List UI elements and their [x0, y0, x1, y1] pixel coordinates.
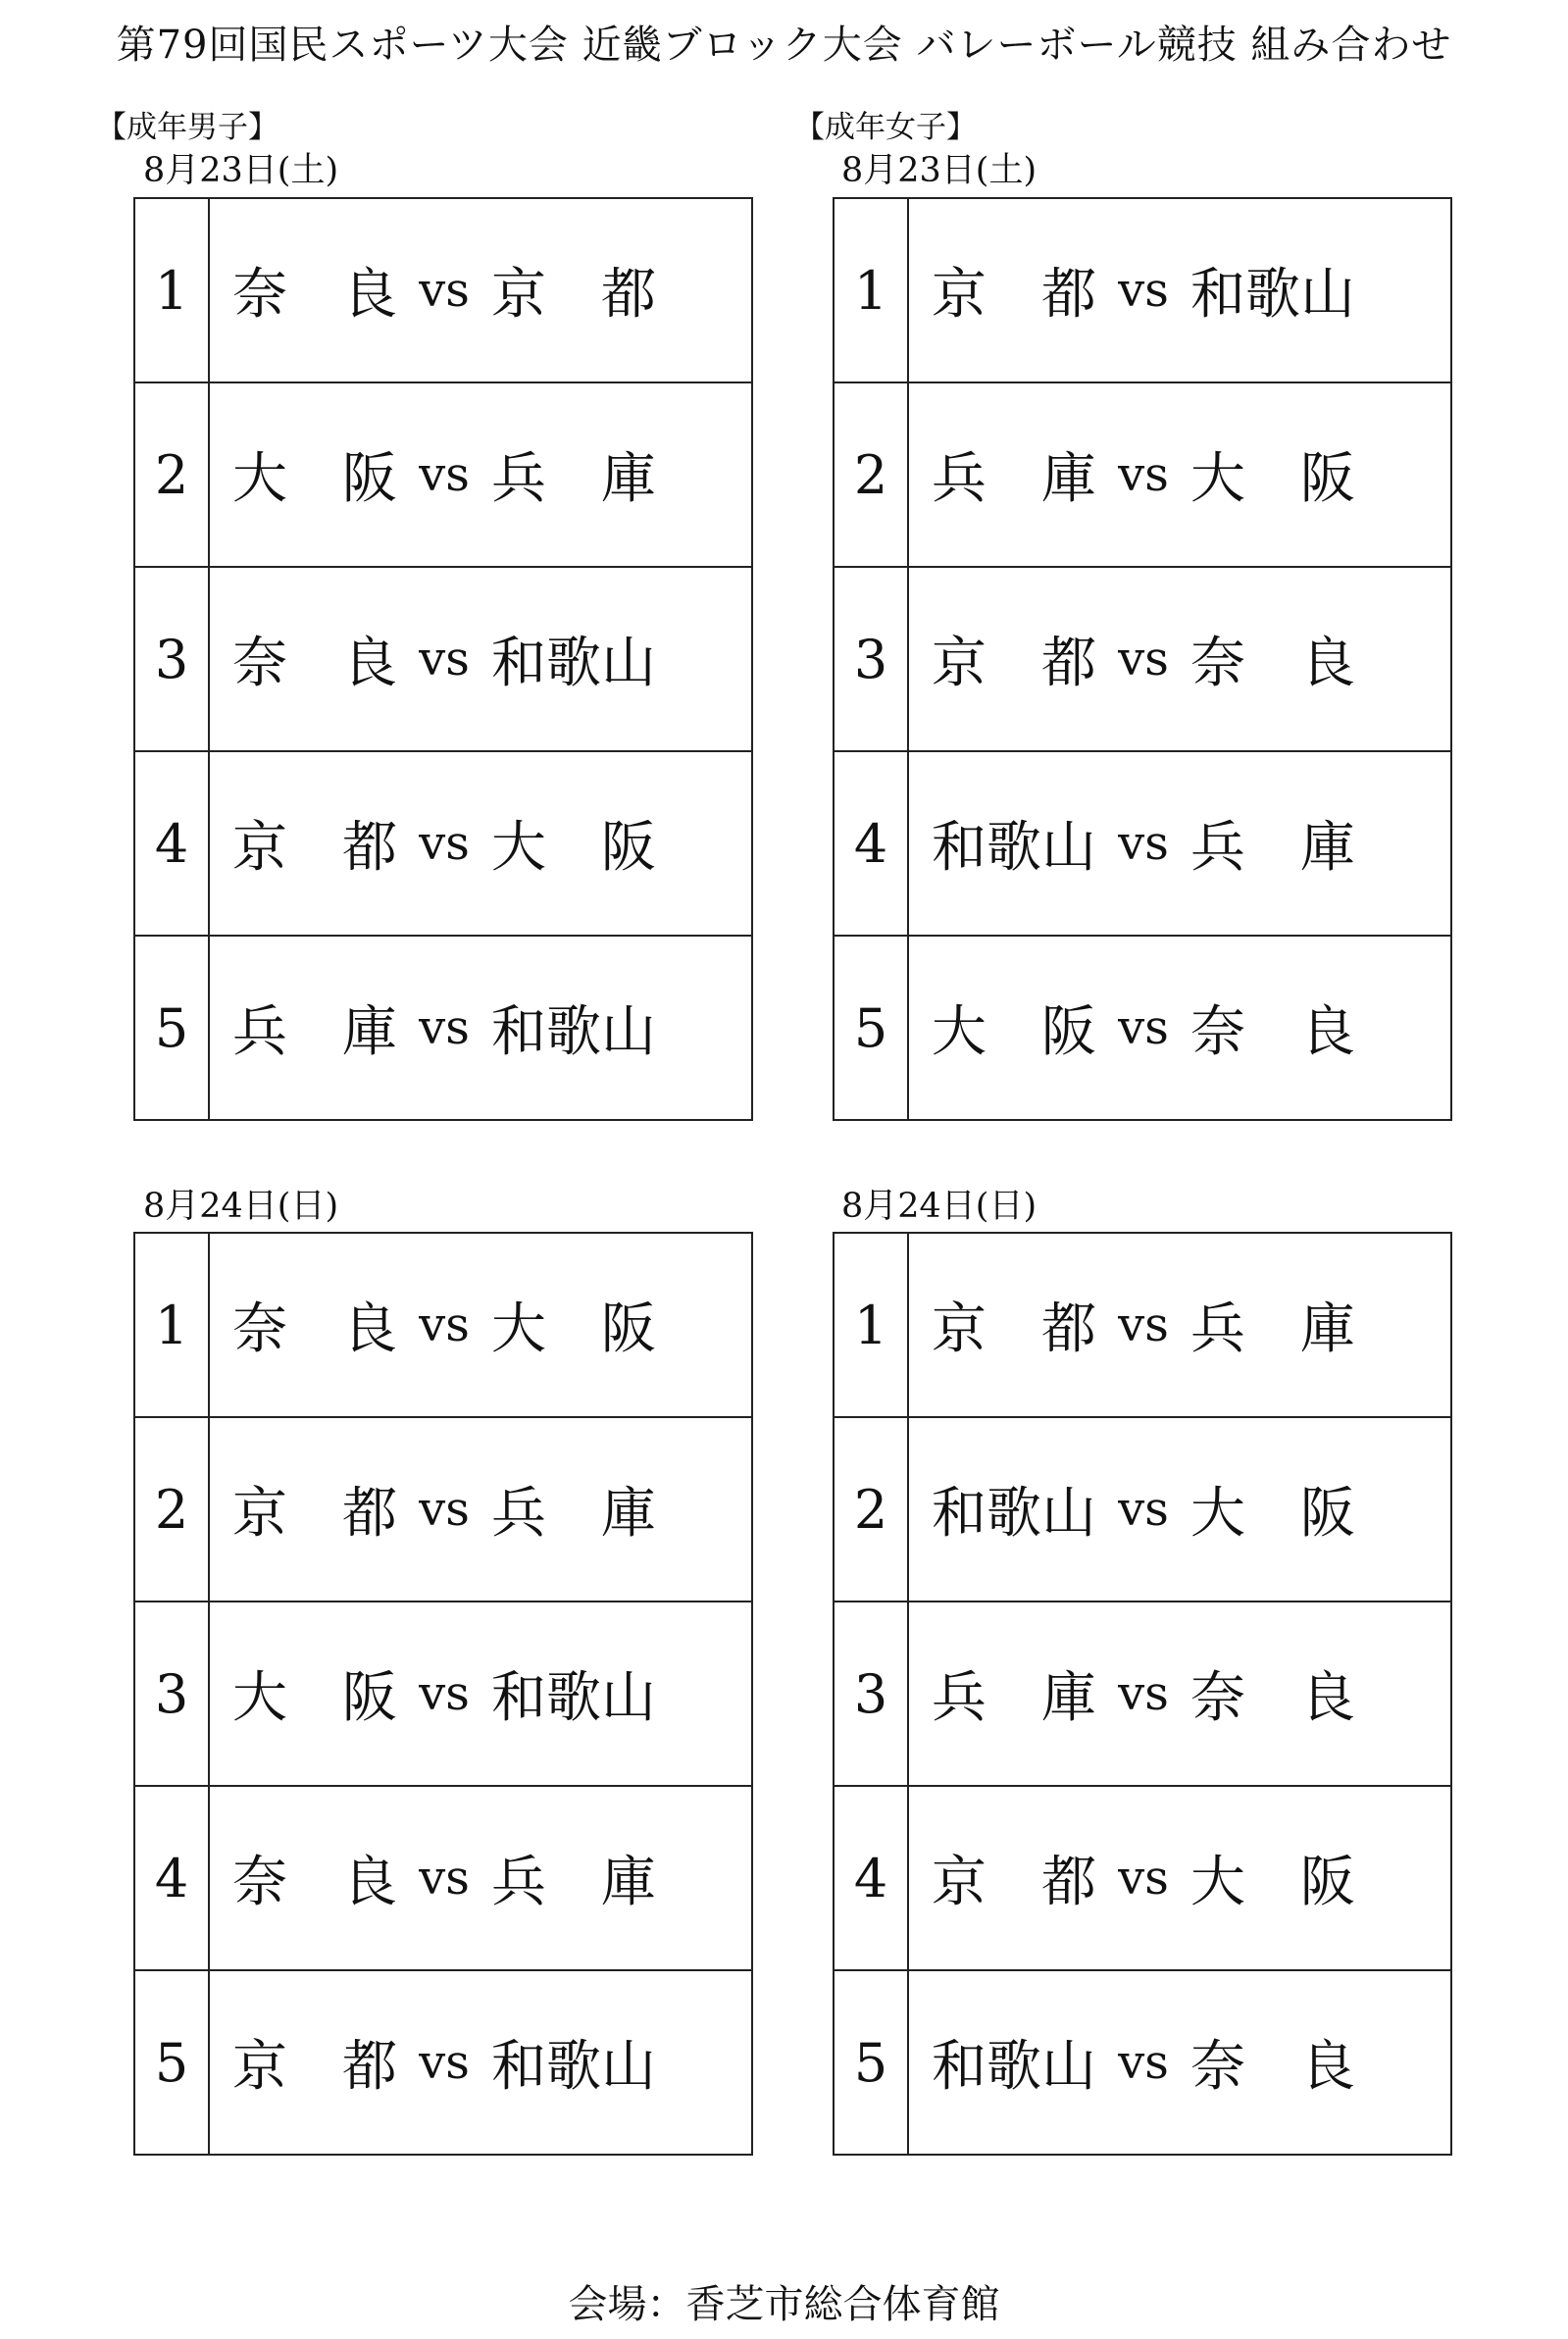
home-team: 奈 良 [232, 1851, 397, 1914]
table-row [834, 1786, 1451, 1970]
table-row [134, 198, 752, 382]
home-team: 奈 良 [232, 1297, 397, 1361]
home-team: 京 都 [932, 632, 1096, 695]
vs-label: vs [1118, 1482, 1169, 1537]
away-team: 大 阪 [1190, 1851, 1355, 1914]
away-team: 京 都 [491, 263, 656, 327]
match-number: 4 [134, 1786, 209, 1970]
away-team: 大 阪 [1190, 1482, 1355, 1546]
table-row [834, 936, 1451, 1120]
table-row [134, 936, 752, 1120]
away-team: 和歌山 [491, 632, 656, 695]
vs-label: vs [1118, 263, 1169, 318]
table-row [834, 567, 1451, 751]
away-team: 兵 庫 [491, 1851, 656, 1914]
match-number: 3 [134, 1602, 209, 1786]
home-team: 和歌山 [932, 2035, 1096, 2099]
date-label-men-day1: 8月23日(土) [143, 151, 339, 190]
table-row [134, 1970, 752, 2155]
home-team: 兵 庫 [232, 1000, 397, 1064]
home-team: 和歌山 [932, 1482, 1096, 1546]
match-table-men-day1 [133, 197, 753, 1121]
home-team: 京 都 [232, 816, 397, 880]
vs-label: vs [419, 1482, 470, 1537]
vs-label: vs [1118, 632, 1169, 686]
away-team: 兵 庫 [1190, 1297, 1355, 1361]
date-label-women-day2: 8月24日(日) [841, 1187, 1037, 1226]
table-row [134, 751, 752, 936]
away-team: 兵 庫 [491, 1482, 656, 1546]
away-team: 和歌山 [491, 1666, 656, 1730]
away-team: 奈 良 [1190, 2035, 1355, 2099]
table-row [834, 1602, 1451, 1786]
match-number: 2 [134, 382, 209, 567]
home-team: 奈 良 [232, 263, 397, 327]
match-table-men-day2 [133, 1232, 753, 2156]
away-team: 奈 良 [1190, 1666, 1355, 1730]
home-team: 京 都 [932, 263, 1096, 327]
match-number: 4 [834, 1786, 908, 1970]
vs-label: vs [419, 263, 470, 318]
match-number: 4 [834, 751, 908, 936]
table-row [134, 1786, 752, 1970]
vs-label: vs [1118, 816, 1169, 871]
home-team: 兵 庫 [932, 447, 1096, 511]
away-team: 和歌山 [491, 1000, 656, 1064]
vs-label: vs [1118, 2035, 1169, 2090]
table-row [834, 1970, 1451, 2155]
match-number: 1 [834, 1233, 908, 1417]
away-team: 大 阪 [491, 1297, 656, 1361]
home-team: 大 阪 [232, 447, 397, 511]
match-number: 1 [834, 198, 908, 382]
vs-label: vs [419, 1851, 470, 1906]
match-number: 3 [134, 567, 209, 751]
home-team: 大 阪 [932, 1000, 1096, 1064]
vs-label: vs [1118, 1666, 1169, 1721]
table-row [134, 1602, 752, 1786]
match-number: 5 [834, 936, 908, 1120]
table-row [834, 1233, 1451, 1417]
table-row [834, 751, 1451, 936]
venue-label: 会場：香芝市総合体育館 [568, 2282, 1000, 2327]
vs-label: vs [1118, 447, 1169, 502]
vs-label: vs [419, 632, 470, 686]
page-title: 第79回国民スポーツ大会 近畿ブロック大会 バレーボール競技 組み合わせ [116, 23, 1452, 68]
table-row [834, 1417, 1451, 1602]
away-team: 大 阪 [491, 816, 656, 880]
vs-label: vs [1118, 1297, 1169, 1352]
away-team: 奈 良 [1190, 1000, 1355, 1064]
home-team: 大 阪 [232, 1666, 397, 1730]
match-number: 2 [834, 1417, 908, 1602]
vs-label: vs [419, 447, 470, 502]
away-team: 兵 庫 [491, 447, 656, 511]
vs-label: vs [1118, 1851, 1169, 1906]
home-team: 京 都 [232, 1482, 397, 1546]
away-team: 和歌山 [491, 2035, 656, 2099]
table-row [834, 198, 1451, 382]
away-team: 奈 良 [1190, 632, 1355, 695]
match-number: 3 [834, 1602, 908, 1786]
vs-label: vs [419, 1297, 470, 1352]
away-team: 大 阪 [1190, 447, 1355, 511]
date-label-men-day2: 8月24日(日) [143, 1187, 339, 1226]
match-number: 5 [834, 1970, 908, 2155]
away-team: 和歌山 [1190, 263, 1355, 327]
date-label-women-day1: 8月23日(土) [841, 151, 1037, 190]
home-team: 和歌山 [932, 816, 1096, 880]
category-label-women: 【成年女子】 [794, 110, 977, 145]
vs-label: vs [419, 2035, 470, 2090]
match-number: 4 [134, 751, 209, 936]
vs-label: vs [419, 816, 470, 871]
match-number: 1 [134, 198, 209, 382]
vs-label: vs [419, 1666, 470, 1721]
table-row [134, 382, 752, 567]
home-team: 兵 庫 [932, 1666, 1096, 1730]
home-team: 京 都 [932, 1851, 1096, 1914]
away-team: 兵 庫 [1190, 816, 1355, 880]
match-number: 1 [134, 1233, 209, 1417]
match-number: 2 [134, 1417, 209, 1602]
match-table-women-day2 [833, 1232, 1452, 2156]
table-row [834, 382, 1451, 567]
table-row [134, 1417, 752, 1602]
match-number: 5 [134, 1970, 209, 2155]
home-team: 京 都 [932, 1297, 1096, 1361]
table-row [134, 567, 752, 751]
home-team: 京 都 [232, 2035, 397, 2099]
match-number: 3 [834, 567, 908, 751]
vs-label: vs [1118, 1000, 1169, 1055]
table-row [134, 1233, 752, 1417]
match-number: 5 [134, 936, 209, 1120]
match-number: 2 [834, 382, 908, 567]
category-label-men: 【成年男子】 [96, 110, 278, 145]
match-table-women-day1 [833, 197, 1452, 1121]
home-team: 奈 良 [232, 632, 397, 695]
vs-label: vs [419, 1000, 470, 1055]
